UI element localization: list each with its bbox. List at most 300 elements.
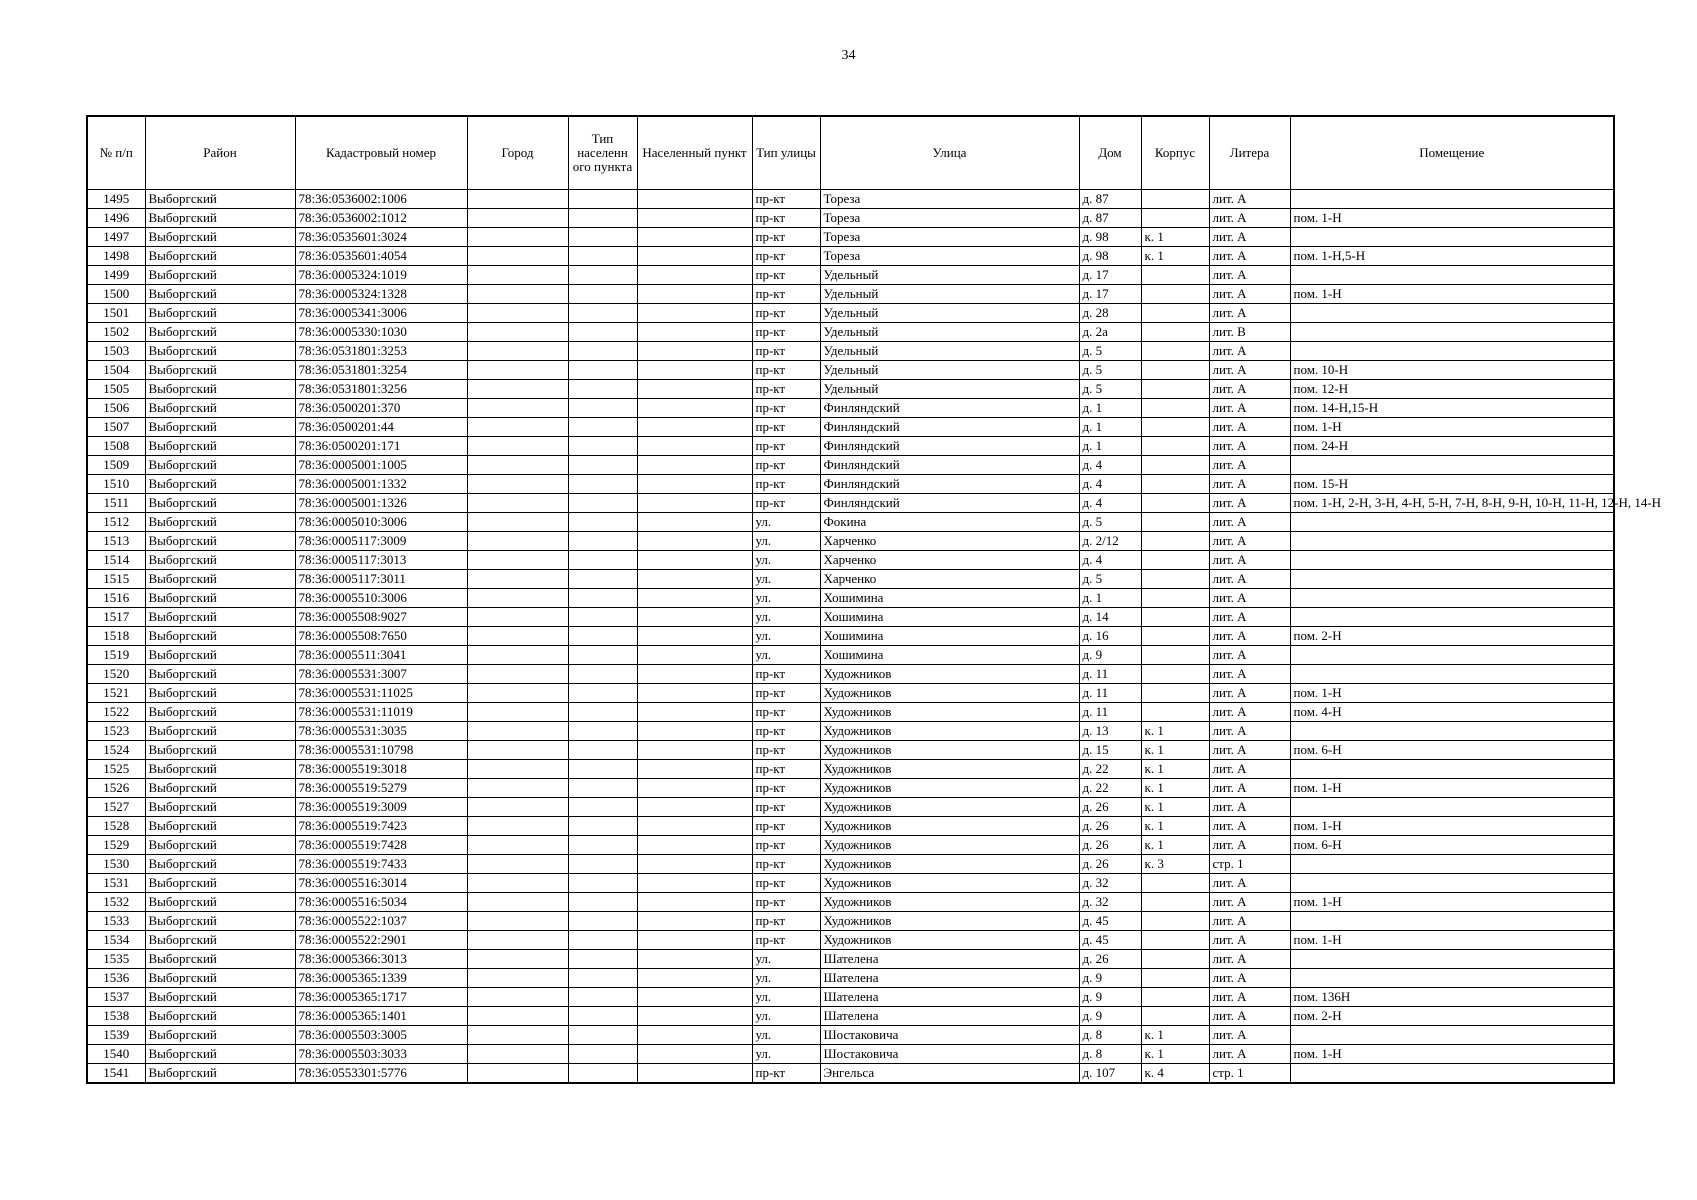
cell-street-type: пр-кт <box>752 475 820 494</box>
cell-settlement-type <box>568 323 637 342</box>
cell-num: 1497 <box>87 228 145 247</box>
cell-num: 1505 <box>87 380 145 399</box>
cell-district: Выборгский <box>145 798 295 817</box>
cell-num: 1511 <box>87 494 145 513</box>
cell-cadastral: 78:36:0005324:1019 <box>295 266 467 285</box>
cell-street-type: ул. <box>752 1045 820 1064</box>
cell-street: Тореза <box>820 247 1079 266</box>
cell-district: Выборгский <box>145 703 295 722</box>
cell-building <box>1141 589 1209 608</box>
cell-street: Художников <box>820 912 1079 931</box>
header-num: № п/п <box>87 116 145 190</box>
cell-num: 1509 <box>87 456 145 475</box>
table-row <box>87 779 1614 798</box>
cell-district: Выборгский <box>145 817 295 836</box>
cell-street-type: ул. <box>752 646 820 665</box>
cell-district: Выборгский <box>145 893 295 912</box>
table-row <box>87 1045 1614 1064</box>
header-settlement: Населенный пункт <box>637 116 752 190</box>
cell-district: Выборгский <box>145 1026 295 1045</box>
cell-street: Удельный <box>820 342 1079 361</box>
cell-building <box>1141 893 1209 912</box>
cell-district: Выборгский <box>145 494 295 513</box>
cell-district: Выборгский <box>145 779 295 798</box>
cell-building <box>1141 361 1209 380</box>
cell-street-type: пр-кт <box>752 247 820 266</box>
cell-cadastral: 78:36:0553301:5776 <box>295 1064 467 1084</box>
cell-letter: лит. А <box>1209 437 1290 456</box>
cell-num: 1524 <box>87 741 145 760</box>
cell-settlement-type <box>568 646 637 665</box>
cell-settlement <box>637 722 752 741</box>
cell-letter: стр. 1 <box>1209 1064 1290 1084</box>
cell-street: Финляндский <box>820 475 1079 494</box>
cell-settlement-type <box>568 741 637 760</box>
cell-street: Финляндский <box>820 437 1079 456</box>
cell-street: Художников <box>820 893 1079 912</box>
cell-letter: лит. А <box>1209 475 1290 494</box>
cell-cadastral: 78:36:0500201:171 <box>295 437 467 456</box>
cell-street-type: пр-кт <box>752 380 820 399</box>
cell-street-type: пр-кт <box>752 855 820 874</box>
cell-settlement-type <box>568 513 637 532</box>
cell-cadastral: 78:36:0005324:1328 <box>295 285 467 304</box>
cell-cadastral: 78:36:0500201:44 <box>295 418 467 437</box>
cell-num: 1504 <box>87 361 145 380</box>
cell-premises <box>1290 722 1614 741</box>
cell-settlement <box>637 285 752 304</box>
cell-settlement <box>637 893 752 912</box>
cell-street: Тореза <box>820 209 1079 228</box>
cell-building <box>1141 912 1209 931</box>
cell-house: д. 4 <box>1079 475 1141 494</box>
cell-street: Шостаковича <box>820 1026 1079 1045</box>
cell-settlement-type <box>568 190 637 209</box>
cell-building <box>1141 342 1209 361</box>
cell-num: 1523 <box>87 722 145 741</box>
header-city: Город <box>467 116 568 190</box>
cell-district: Выборгский <box>145 209 295 228</box>
cell-city <box>467 798 568 817</box>
cell-house: д. 28 <box>1079 304 1141 323</box>
cell-street: Тореза <box>820 190 1079 209</box>
cell-street: Харченко <box>820 570 1079 589</box>
cell-street-type: пр-кт <box>752 931 820 950</box>
cell-premises: пом. 1-Н <box>1290 1045 1614 1064</box>
cell-num: 1514 <box>87 551 145 570</box>
cell-premises <box>1290 304 1614 323</box>
cell-num: 1507 <box>87 418 145 437</box>
cell-settlement-type <box>568 551 637 570</box>
cell-settlement <box>637 304 752 323</box>
cell-num: 1534 <box>87 931 145 950</box>
cell-street: Шателена <box>820 988 1079 1007</box>
cell-street: Художников <box>820 931 1079 950</box>
cell-settlement <box>637 532 752 551</box>
header-letter: Литера <box>1209 116 1290 190</box>
cell-cadastral: 78:36:0531801:3256 <box>295 380 467 399</box>
cell-letter: лит. А <box>1209 684 1290 703</box>
cell-letter: лит. А <box>1209 380 1290 399</box>
cell-settlement-type <box>568 399 637 418</box>
cell-num: 1518 <box>87 627 145 646</box>
cell-cadastral: 78:36:0531801:3253 <box>295 342 467 361</box>
cell-street-type: пр-кт <box>752 684 820 703</box>
cell-street: Харченко <box>820 551 1079 570</box>
cell-premises <box>1290 912 1614 931</box>
table-row <box>87 969 1614 988</box>
cell-city <box>467 418 568 437</box>
cell-house: д. 4 <box>1079 494 1141 513</box>
cell-settlement <box>637 931 752 950</box>
cell-city <box>467 494 568 513</box>
cell-city <box>467 475 568 494</box>
cell-num: 1531 <box>87 874 145 893</box>
cell-letter: лит. В <box>1209 323 1290 342</box>
cell-district: Выборгский <box>145 342 295 361</box>
cell-cadastral: 78:36:0005531:3035 <box>295 722 467 741</box>
cell-settlement <box>637 988 752 1007</box>
cell-letter: лит. А <box>1209 665 1290 684</box>
cell-city <box>467 665 568 684</box>
cell-building: к. 3 <box>1141 855 1209 874</box>
cell-letter: лит. А <box>1209 836 1290 855</box>
table-row <box>87 988 1614 1007</box>
cell-num: 1535 <box>87 950 145 969</box>
cell-district: Выборгский <box>145 608 295 627</box>
table-row <box>87 646 1614 665</box>
cell-num: 1528 <box>87 817 145 836</box>
cell-street-type: пр-кт <box>752 893 820 912</box>
cell-letter: лит. А <box>1209 874 1290 893</box>
cell-settlement <box>637 855 752 874</box>
table-row <box>87 190 1614 209</box>
cell-num: 1520 <box>87 665 145 684</box>
cell-letter: лит. А <box>1209 304 1290 323</box>
cell-premises: пом. 1-Н <box>1290 817 1614 836</box>
cell-settlement-type <box>568 969 637 988</box>
cell-building <box>1141 570 1209 589</box>
cell-settlement-type <box>568 1026 637 1045</box>
cell-district: Выборгский <box>145 551 295 570</box>
cell-settlement-type <box>568 1007 637 1026</box>
cell-street-type: ул. <box>752 570 820 589</box>
cell-settlement-type <box>568 798 637 817</box>
cell-street-type: пр-кт <box>752 399 820 418</box>
cell-city <box>467 361 568 380</box>
cell-cadastral: 78:36:0005503:3033 <box>295 1045 467 1064</box>
cell-num: 1525 <box>87 760 145 779</box>
cell-letter: лит. А <box>1209 988 1290 1007</box>
cell-cadastral: 78:36:0005531:3007 <box>295 665 467 684</box>
cell-building <box>1141 608 1209 627</box>
cell-house: д. 32 <box>1079 874 1141 893</box>
cell-building: к. 4 <box>1141 1064 1209 1084</box>
cell-cadastral: 78:36:0005508:7650 <box>295 627 467 646</box>
cell-num: 1538 <box>87 1007 145 1026</box>
table-row <box>87 323 1614 342</box>
cell-street-type: пр-кт <box>752 456 820 475</box>
cell-street-type: ул. <box>752 532 820 551</box>
cell-house: д. 15 <box>1079 741 1141 760</box>
table-row <box>87 380 1614 399</box>
cell-letter: лит. А <box>1209 893 1290 912</box>
cell-house: д. 87 <box>1079 209 1141 228</box>
cell-settlement <box>637 836 752 855</box>
cell-settlement-type <box>568 228 637 247</box>
cell-district: Выборгский <box>145 513 295 532</box>
cell-cadastral: 78:36:0005503:3005 <box>295 1026 467 1045</box>
cell-premises <box>1290 589 1614 608</box>
header-house: Дом <box>1079 116 1141 190</box>
cell-street-type: ул. <box>752 950 820 969</box>
cell-settlement-type <box>568 836 637 855</box>
cell-city <box>467 722 568 741</box>
cell-street: Финляндский <box>820 494 1079 513</box>
cell-house: д. 26 <box>1079 836 1141 855</box>
cell-num: 1533 <box>87 912 145 931</box>
cell-city <box>467 209 568 228</box>
cell-cadastral: 78:36:0005519:5279 <box>295 779 467 798</box>
cell-house: д. 9 <box>1079 1007 1141 1026</box>
cell-city <box>467 893 568 912</box>
cell-street-type: пр-кт <box>752 323 820 342</box>
cell-num: 1541 <box>87 1064 145 1084</box>
cell-city <box>467 969 568 988</box>
cell-city <box>467 1064 568 1084</box>
cell-street: Художников <box>820 703 1079 722</box>
cell-house: д. 5 <box>1079 361 1141 380</box>
cell-district: Выборгский <box>145 988 295 1007</box>
table-row <box>87 1007 1614 1026</box>
cell-premises <box>1290 551 1614 570</box>
cell-building <box>1141 950 1209 969</box>
cell-num: 1495 <box>87 190 145 209</box>
cell-street-type: пр-кт <box>752 665 820 684</box>
cell-premises <box>1290 646 1614 665</box>
cell-building <box>1141 931 1209 950</box>
cell-district: Выборгский <box>145 855 295 874</box>
cell-settlement-type <box>568 893 637 912</box>
cell-letter: лит. А <box>1209 589 1290 608</box>
cell-street: Хошимина <box>820 646 1079 665</box>
cell-city <box>467 912 568 931</box>
cell-letter: лит. А <box>1209 798 1290 817</box>
cell-street-type: пр-кт <box>752 228 820 247</box>
cell-city <box>467 437 568 456</box>
cell-settlement-type <box>568 380 637 399</box>
cell-num: 1515 <box>87 570 145 589</box>
cell-city <box>467 855 568 874</box>
cell-building <box>1141 323 1209 342</box>
cell-settlement <box>637 760 752 779</box>
table-row <box>87 931 1614 950</box>
cell-letter: лит. А <box>1209 646 1290 665</box>
cell-district: Выборгский <box>145 418 295 437</box>
table-row <box>87 1026 1614 1045</box>
cell-street: Финляндский <box>820 399 1079 418</box>
cell-letter: лит. А <box>1209 950 1290 969</box>
cell-letter: лит. А <box>1209 817 1290 836</box>
cell-house: д. 11 <box>1079 703 1141 722</box>
table-row <box>87 703 1614 722</box>
cell-house: д. 9 <box>1079 646 1141 665</box>
cell-street: Художников <box>820 874 1079 893</box>
cell-num: 1537 <box>87 988 145 1007</box>
cell-street: Удельный <box>820 361 1079 380</box>
cell-building <box>1141 646 1209 665</box>
cell-district: Выборгский <box>145 456 295 475</box>
cell-num: 1513 <box>87 532 145 551</box>
cell-settlement <box>637 570 752 589</box>
cell-num: 1498 <box>87 247 145 266</box>
cell-num: 1536 <box>87 969 145 988</box>
cell-district: Выборгский <box>145 931 295 950</box>
cell-house: д. 5 <box>1079 342 1141 361</box>
cell-settlement-type <box>568 988 637 1007</box>
cell-premises <box>1290 1064 1614 1084</box>
cell-city <box>467 247 568 266</box>
cell-district: Выборгский <box>145 380 295 399</box>
cell-building <box>1141 665 1209 684</box>
cell-settlement <box>637 608 752 627</box>
cell-street: Художников <box>820 760 1079 779</box>
cell-premises <box>1290 266 1614 285</box>
cell-district: Выборгский <box>145 532 295 551</box>
cell-street-type: ул. <box>752 627 820 646</box>
cell-house: д. 22 <box>1079 760 1141 779</box>
cell-letter: лит. А <box>1209 741 1290 760</box>
cell-settlement-type <box>568 722 637 741</box>
cell-district: Выборгский <box>145 570 295 589</box>
table-row <box>87 456 1614 475</box>
cell-building <box>1141 437 1209 456</box>
cell-settlement <box>637 209 752 228</box>
cell-cadastral: 78:36:0536002:1012 <box>295 209 467 228</box>
cell-street-type: пр-кт <box>752 494 820 513</box>
cell-house: д. 45 <box>1079 931 1141 950</box>
cell-settlement <box>637 798 752 817</box>
cell-district: Выборгский <box>145 475 295 494</box>
cell-settlement-type <box>568 912 637 931</box>
cell-letter: лит. А <box>1209 760 1290 779</box>
cell-city <box>467 532 568 551</box>
cell-letter: лит. А <box>1209 969 1290 988</box>
cell-letter: лит. А <box>1209 1026 1290 1045</box>
cell-district: Выборгский <box>145 437 295 456</box>
cell-num: 1501 <box>87 304 145 323</box>
cell-premises <box>1290 532 1614 551</box>
cell-district: Выборгский <box>145 1045 295 1064</box>
cell-district: Выборгский <box>145 646 295 665</box>
cell-city <box>467 1026 568 1045</box>
cell-settlement-type <box>568 817 637 836</box>
cell-house: д. 26 <box>1079 817 1141 836</box>
cell-cadastral: 78:36:0005365:1717 <box>295 988 467 1007</box>
table-row <box>87 760 1614 779</box>
table-row <box>87 361 1614 380</box>
cell-district: Выборгский <box>145 190 295 209</box>
cell-street: Удельный <box>820 380 1079 399</box>
cell-city <box>467 266 568 285</box>
cell-premises: пом. 24-Н <box>1290 437 1614 456</box>
table-row <box>87 912 1614 931</box>
cell-num: 1530 <box>87 855 145 874</box>
cell-house: д. 45 <box>1079 912 1141 931</box>
table-row <box>87 513 1614 532</box>
cell-house: д. 1 <box>1079 399 1141 418</box>
cell-building <box>1141 494 1209 513</box>
table-row <box>87 950 1614 969</box>
cell-street-type: пр-кт <box>752 266 820 285</box>
cell-street: Художников <box>820 855 1079 874</box>
cell-num: 1539 <box>87 1026 145 1045</box>
cell-premises <box>1290 342 1614 361</box>
table-row <box>87 893 1614 912</box>
table-row <box>87 665 1614 684</box>
header-building: Корпус <box>1141 116 1209 190</box>
cell-district: Выборгский <box>145 1007 295 1026</box>
cell-street-type: пр-кт <box>752 836 820 855</box>
cell-cadastral: 78:36:0005365:1401 <box>295 1007 467 1026</box>
cell-letter: лит. А <box>1209 570 1290 589</box>
table-row <box>87 836 1614 855</box>
cell-city <box>467 589 568 608</box>
cell-district: Выборгский <box>145 950 295 969</box>
table-row <box>87 684 1614 703</box>
cell-settlement-type <box>568 266 637 285</box>
cell-num: 1506 <box>87 399 145 418</box>
cell-house: д. 1 <box>1079 418 1141 437</box>
cell-premises <box>1290 570 1614 589</box>
cell-house: д. 9 <box>1079 988 1141 1007</box>
cell-premises: пом. 1-Н,5-Н <box>1290 247 1614 266</box>
table-row <box>87 437 1614 456</box>
cell-cadastral: 78:36:0500201:370 <box>295 399 467 418</box>
cell-street-type: пр-кт <box>752 798 820 817</box>
cell-premises <box>1290 513 1614 532</box>
cell-settlement <box>637 950 752 969</box>
cell-city <box>467 646 568 665</box>
cell-street: Удельный <box>820 323 1079 342</box>
table-row <box>87 532 1614 551</box>
cell-letter: лит. А <box>1209 228 1290 247</box>
table-body <box>87 190 1662 1084</box>
cell-settlement-type <box>568 684 637 703</box>
cell-building <box>1141 285 1209 304</box>
cell-settlement <box>637 551 752 570</box>
cell-house: д. 98 <box>1079 247 1141 266</box>
cell-num: 1508 <box>87 437 145 456</box>
cell-street: Художников <box>820 836 1079 855</box>
table-row <box>87 399 1614 418</box>
cell-street-type: пр-кт <box>752 912 820 931</box>
cell-building <box>1141 513 1209 532</box>
cell-premises: пом. 4-Н <box>1290 703 1614 722</box>
cell-cadastral: 78:36:0005001:1005 <box>295 456 467 475</box>
cell-house: д. 26 <box>1079 798 1141 817</box>
cell-letter: лит. А <box>1209 722 1290 741</box>
cell-letter: лит. А <box>1209 247 1290 266</box>
cell-city <box>467 988 568 1007</box>
table-row <box>87 874 1614 893</box>
cell-letter: лит. А <box>1209 513 1290 532</box>
cell-num: 1540 <box>87 1045 145 1064</box>
cell-num: 1512 <box>87 513 145 532</box>
table-row <box>87 247 1614 266</box>
cell-street-type: пр-кт <box>752 779 820 798</box>
cell-house: д. 22 <box>1079 779 1141 798</box>
